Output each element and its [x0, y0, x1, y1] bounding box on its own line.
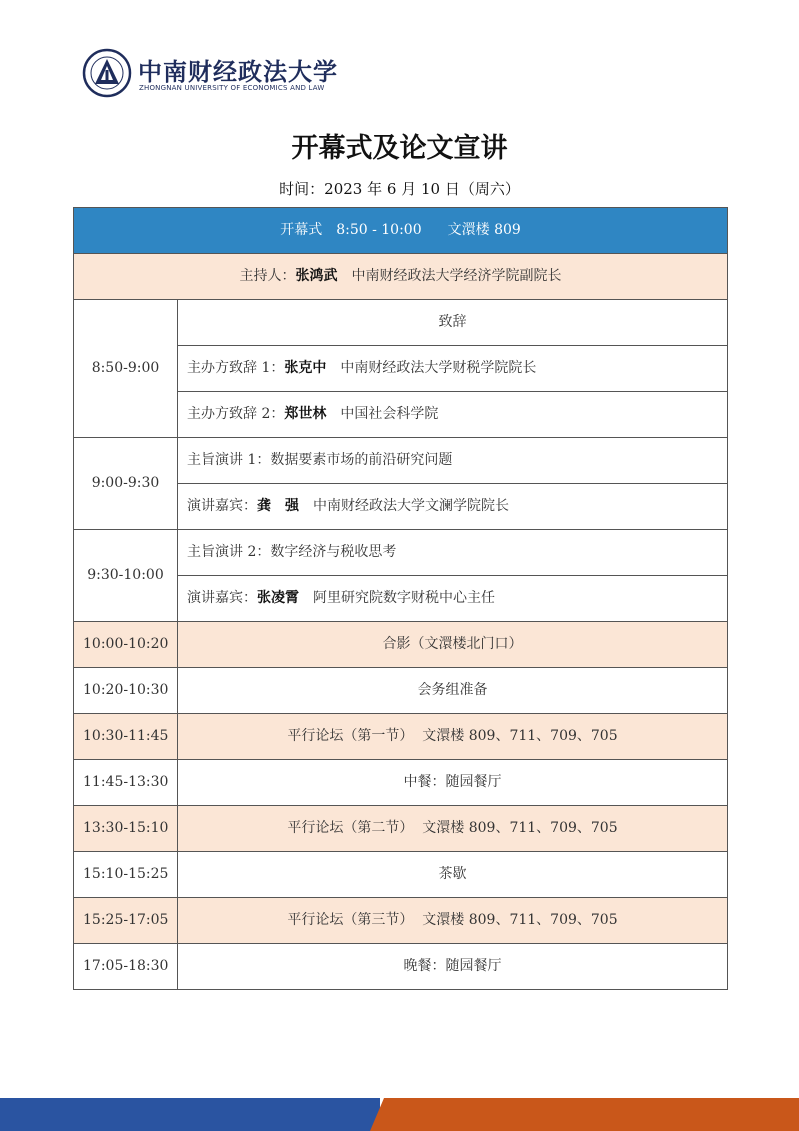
keynote-2-topic: 主旨演讲 2：数字经济与税收思考 [178, 530, 728, 576]
table-row [74, 714, 728, 760]
time-cell: 17:05-18:30 [74, 944, 178, 990]
speech-1-title: 中南财经政法大学财税学院院长 [340, 360, 537, 377]
schedule-table [73, 207, 728, 990]
keynote-1-guest-prefix: 演讲嘉宾： [187, 498, 257, 515]
opening-header-row [74, 208, 728, 254]
event-cell: 平行论坛（第三节） 文澴楼 809、711、709、705 [178, 898, 728, 944]
university-emblem-icon [82, 48, 132, 98]
opening-time: 8:50 - 10:00 [336, 222, 422, 239]
time-cell: 10:20-10:30 [74, 668, 178, 714]
keynote-1-topic: 主旨演讲 1：数据要素市场的前沿研究问题 [178, 438, 728, 484]
event-cell: 平行论坛（第二节） 文澴楼 809、711、709、705 [178, 806, 728, 852]
event-date: 时间：2023 年 6 月 10 日（周六） [279, 180, 520, 198]
table-row [74, 668, 728, 714]
table-row [74, 944, 728, 990]
keynote-1-guest-title: 中南财经政法大学文澜学院院长 [313, 498, 509, 515]
time-cell: 10:30-11:45 [74, 714, 178, 760]
event-cell: 会务组准备 [178, 668, 728, 714]
opening-label: 开幕式 [280, 222, 323, 239]
time-cell: 10:00-10:20 [74, 622, 178, 668]
table-row [74, 530, 728, 576]
keynote-2-guest-title: 阿里研究院数字财税中心主任 [313, 590, 495, 607]
opening-header-cell [74, 208, 728, 254]
time-cell: 11:45-13:30 [74, 760, 178, 806]
speech-1-prefix: 主办方致辞 1： [187, 360, 285, 377]
keynote-2-guest-cell [178, 576, 728, 622]
keynote-1-guest-name: 龚 强 [257, 498, 299, 515]
event-cell: 合影（文澴楼北门口） [178, 622, 728, 668]
time-cell: 13:30-15:10 [74, 806, 178, 852]
time-cell: 15:25-17:05 [74, 898, 178, 944]
host-title: 中南财经政法大学经济学院副院长 [351, 268, 562, 285]
event-cell: 中餐：随园餐厅 [178, 760, 728, 806]
footer-bar-blue [0, 1098, 380, 1131]
time-cell: 15:10-15:25 [74, 852, 178, 898]
page-title: 开幕式及论文宣讲 [291, 133, 508, 164]
speech-1-name: 张克中 [284, 360, 327, 377]
speech-1-cell [178, 346, 728, 392]
table-row [74, 300, 728, 346]
event-cell: 平行论坛（第一节） 文澴楼 809、711、709、705 [178, 714, 728, 760]
time-cell: 9:30-10:00 [74, 530, 178, 622]
speech-2-name: 郑世林 [284, 406, 327, 423]
time-cell: 9:00-9:30 [74, 438, 178, 530]
host-name: 张鸿武 [295, 268, 338, 285]
host-prefix: 主持人： [239, 268, 296, 285]
host-row [74, 254, 728, 300]
speech-2-prefix: 主办方致辞 2： [187, 406, 285, 423]
event-cell: 晚餐：随园餐厅 [178, 944, 728, 990]
footer-bar-orange [370, 1098, 799, 1131]
table-row [74, 760, 728, 806]
speech-2-title: 中国社会科学院 [340, 406, 439, 423]
host-cell [74, 254, 728, 300]
keynote-2-guest-name: 张凌霄 [257, 590, 299, 607]
table-row [74, 852, 728, 898]
table-row [74, 438, 728, 484]
opening-venue: 文澴楼 809 [447, 222, 521, 239]
table-row [74, 622, 728, 668]
speech-heading: 致辞 [178, 300, 728, 346]
speech-2-cell [178, 392, 728, 438]
keynote-2-guest-prefix: 演讲嘉宾： [187, 590, 257, 607]
time-cell: 8:50-9:00 [74, 300, 178, 438]
table-row [74, 898, 728, 944]
university-logo [82, 48, 338, 100]
logo-name-en: ZHONGNAN UNIVERSITY OF ECONOMICS AND LAW [139, 84, 325, 92]
event-cell: 茶歇 [178, 852, 728, 898]
keynote-1-guest-cell [178, 484, 728, 530]
table-row [74, 806, 728, 852]
logo-name-cn: 中南财经政法大学 [138, 57, 338, 86]
